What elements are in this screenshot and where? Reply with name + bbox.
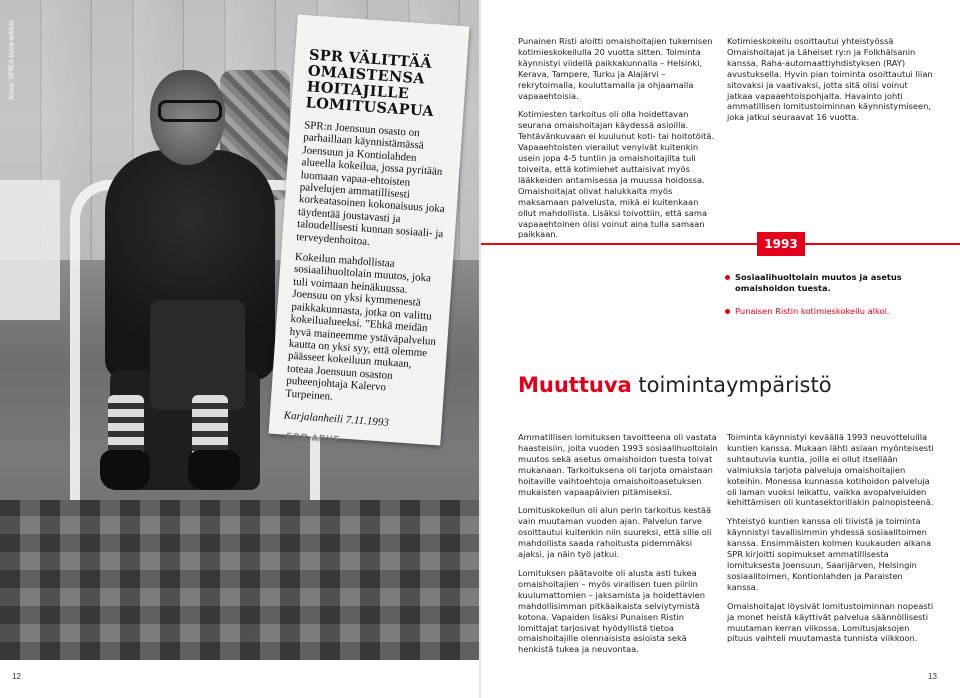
clipping-ad-fragment: FOR ADVE bbox=[286, 430, 341, 445]
body-col1-paragraph: Ammatillisen lomituksen tavoitteena oli vastata haasteisiin, joita vuoden 1993 sosiaalihuoltolain muutos sekä asetus omaishoidon tuesta toivat mukanaan. Tarkoituksena oli tarjota omaistaan hoitaville vaihtoehtoja omaishoitoasetuksen mukaisten vapaapäivien pitämiseksi. bbox=[518, 432, 718, 497]
timeline-item: Punaisen Ristin kotimieskokeilu alkoi. bbox=[725, 306, 935, 317]
timeline-year-badge: 1993 bbox=[757, 232, 805, 256]
page-number-right: 13 bbox=[928, 672, 937, 681]
body-column-2 bbox=[727, 432, 934, 652]
section-title-accent: Muuttuva bbox=[518, 373, 632, 397]
photo-shoe-right bbox=[188, 450, 240, 490]
photo-credit-text: Kuva: SPR:n kuva-arkisto bbox=[8, 19, 16, 100]
body-col2-paragraph: Omaishoitajat löysivät lomitustoiminnan nopeasti ja monet heistä käyttivät palvelua säännöllisesti muutaman kerran viikossa. Lomitusjaksojen pituus vaihteli muutamasta tunnista viikkoon. bbox=[727, 600, 934, 644]
intro-column-1 bbox=[518, 36, 718, 248]
body-col2-paragraph: Yhteistyö kuntien kanssa oli tiivistä ja toiminta käynnistyi tavallisimmin yhdessä sosiaalitoimen kanssa. Ensimmäisten kolmen kuukauden aikana SPR kirjoitti sopimukset ammatillisesta lomituksesta Joensuun, Saarijärven, Helsingin sosiaalitoimen, Kontionlahden ja Paraisten kanssa. bbox=[727, 516, 932, 592]
page-number-left: 12 bbox=[12, 672, 21, 681]
photo-glasses bbox=[158, 100, 222, 122]
clipping-paragraph-1: SPR:n Joensuun osasto on parhaillaan käynnistämässä Joensuun ja Kontiolahden alueella kokeilua, jossa pyritään luomaan vapaa-ehtoisten palvelujen ammatillisesti korkeatasoinen kokonaisuus joka täydentää joustavasti ja taloudellisesti kunnan sosiaali- ja terveydenhoitoa. bbox=[295, 119, 446, 248]
photo-window-light bbox=[0, 180, 60, 320]
left-page bbox=[0, 0, 479, 698]
photo-rug bbox=[0, 500, 479, 660]
timeline-line bbox=[481, 243, 960, 245]
photo-credit bbox=[2, 4, 16, 104]
body-col1-paragraph: Lomituskokeilun oli alun perin tarkoitus kestää vain muutaman vuoden ajan. Palvelun tarve osoittautui kuitenkin niin suureksi, että sille oli mahdollista saada rahoitusta pidemmäksi ajaksi, ja näin työ jatkui. bbox=[518, 505, 712, 560]
clipping-source: Karjalanheili 7.11.1993 bbox=[283, 409, 390, 429]
intro-col1-paragraph: Punainen Risti aloitti omaishoitajien tukemisen kotimieskokeilulla 20 vuotta sitten. Toiminta käynnistyi viidellä paikkakunnalla – Helsinki, Kerava, Tampere, Turku ja Alajärvi – rekrytoimalla, kouluttamalla ja ohjaamalla vapaaehtoisia. bbox=[518, 36, 713, 101]
photo-shoe-left bbox=[100, 450, 150, 490]
section-title-rest: toimintaympäristö bbox=[631, 373, 832, 397]
timeline-item: Sosiaalihuoltolain muutos ja asetus omaishoidon tuesta. bbox=[725, 272, 935, 294]
section-title bbox=[518, 372, 832, 398]
newspaper-clipping bbox=[269, 15, 470, 446]
clipping-headline: SPR VÄLITTÄÄ OMAISTENSA HOITAJILLE LOMITUSAPUA bbox=[305, 46, 435, 121]
intro-col2-paragraph: Kotimieskokeilu osoittautui yhteistyössä Omaishoitajat ja Läheiset ry:n ja Folkhälsanin kanssa, Raha-automaattiyhdistyksen (RAY) avustuksella. Hyvin pian toiminta osoittautui liian sitovaksi ja vaativaksi, jotta sitä olisi voinut jatkaa vapaaehtoispohjalta. Havainto johti ammatillisen lomitustoiminnan käynnistymiseen, joka jatkui seuraavat 16 vuotta. bbox=[727, 36, 933, 123]
photo-apron bbox=[150, 300, 245, 410]
right-page bbox=[481, 0, 960, 698]
intro-column-2 bbox=[727, 36, 934, 131]
intro-col1-paragraph: Kotimiesten tarkoitus oli olla hoidettavan seurana omaishoitajan käydessä asioilla. Tehtävänkuvaan ei kuulunut koti- tai hoitotöitä. Vapaaehtoisten vierailut venyivät kuitenkin usein jopa 4-5 tuntiin ja omaishoitajilta tuli toiveita, että kotimiehet auttaisivat myös lääkkeiden antamisessa ja muussa hoidossa. Omaishoitajat olivat halukkaita myös maksamaan palvelusta, mikä ei kuitenkaan ollut mahdollista. Lisäksi toivottiin, että sama vapaaehtoinen olisi voinut aina tulla samaan paikkaan. bbox=[518, 109, 715, 240]
timeline-items bbox=[725, 272, 935, 329]
body-col2-paragraph: Toiminta käynnistyi keväällä 1993 neuvotteluilla kuntien kanssa. Mukaan lähti asiaan myönteisesti suhtautuvia kuntia, joilla ei ollut itsellään valmiuksia tarjota palveluja omaishoitajien koteihin. Monessa kunnassa kotihoidon palveluja oli laman vuoksi leikattu, vaikka avopalveluiden kehittämisen oli kuntasektorillakin painopisteenä. bbox=[727, 432, 934, 508]
body-column-1 bbox=[518, 432, 718, 663]
clipping-paragraph-2: Kokeilun mahdollistaa sosiaalihuoltolain muutos, joka tuli voimaan heinäkuussa. Joensuu on yksi kymmenestä paikkakunnasta, jotka on valittu kokeilualueeksi. ”Ehkä meidän hyvä maineemme ystäväpalvelun kautta on yksi syy, että olemme päässeet kokeiluun mukaan, toteaa Joensuun osaston puheenjohtaja Kalervo Turpeinen. bbox=[285, 250, 437, 403]
body-col1-paragraph: Lomituksen päätavoite oli alusta asti tukea omaishoitajien – myös virallisen tuen piiriin kuulumattomien – jaksamista ja hoidettavien mahdollisimman pitkäaikaista selviytymistä kotona. Vapaiden lisäksi Punaisen Ristin lomittajat tarjosivat hyödyllistä tietoa omaishoitajille olennaisista asioista sekä henkistä tukea ja neuvontaa. bbox=[518, 567, 706, 655]
